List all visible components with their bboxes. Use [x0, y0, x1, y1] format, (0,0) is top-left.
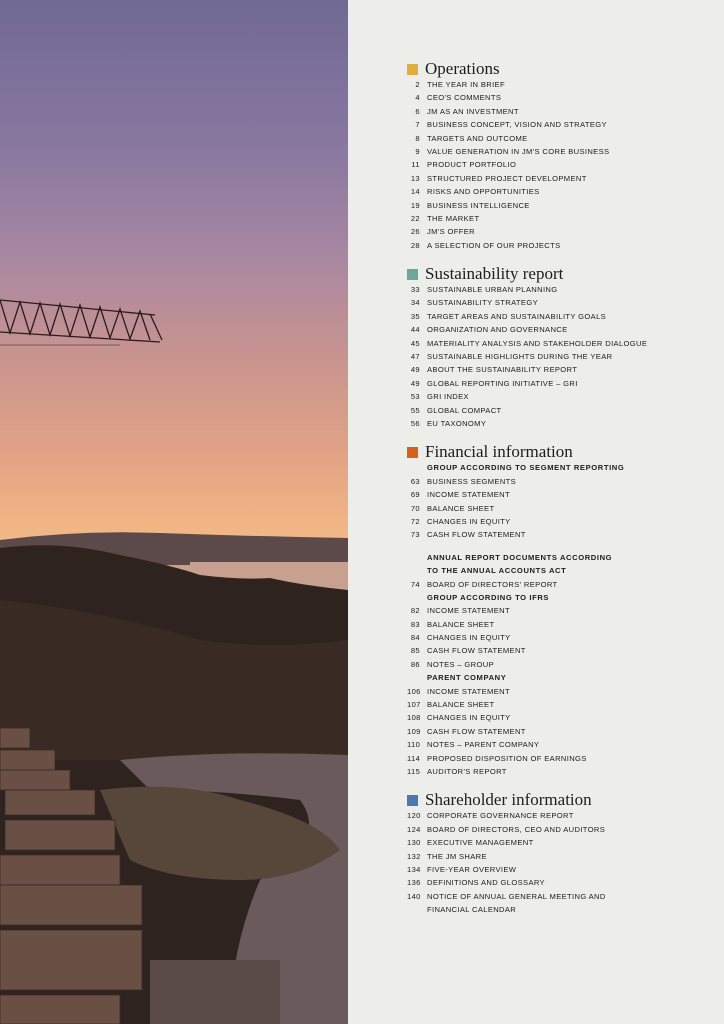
- entry-label: SUSTAINABLE URBAN PLANNING: [427, 285, 558, 295]
- toc-entry[interactable]: [407, 713, 707, 726]
- entry-label: INCOME STATEMENT: [427, 606, 510, 616]
- toc-entry[interactable]: [407, 740, 707, 753]
- page-number: 84: [410, 633, 420, 643]
- spacer: [407, 544, 707, 553]
- toc-entry[interactable]: [407, 174, 707, 187]
- toc-entry[interactable]: [407, 147, 707, 160]
- entry-label: CORPORATE GOVERNANCE REPORT: [427, 811, 574, 821]
- entry-label: INCOME STATEMENT: [427, 686, 510, 696]
- page-number: 34: [410, 298, 420, 308]
- page-number: 11: [411, 160, 420, 170]
- entry-label: ORGANIZATION AND GOVERNANCE: [427, 325, 568, 335]
- page-number: 106: [407, 686, 421, 696]
- toc-entry[interactable]: [407, 93, 707, 106]
- toc-entry[interactable]: [407, 201, 707, 214]
- subsection-label: PARENT COMPANY: [427, 673, 507, 683]
- entry-label: NOTES – GROUP: [427, 659, 494, 669]
- page-number: 72: [410, 516, 420, 526]
- entry-label: CHANGES IN EQUITY: [427, 516, 511, 526]
- subsection-heading: [407, 553, 707, 566]
- page-number: 107: [407, 700, 421, 710]
- entry-label: GLOBAL REPORTING INITIATIVE – GRI: [427, 378, 578, 388]
- page-number: 53: [410, 392, 420, 402]
- toc-entry[interactable]: [407, 517, 707, 530]
- toc-entry[interactable]: [407, 241, 707, 254]
- entry-label: PRODUCT PORTFOLIO: [427, 160, 517, 170]
- section-title: Sustainability report: [425, 264, 564, 284]
- page-number: 108: [407, 713, 421, 723]
- page-number: 124: [407, 824, 421, 834]
- entry-label: CEO'S COMMENTS: [427, 93, 502, 103]
- toc-entry[interactable]: [407, 580, 707, 593]
- toc-entry[interactable]: [407, 285, 707, 298]
- toc-entry[interactable]: [407, 905, 707, 918]
- page-number: 4: [415, 93, 420, 103]
- toc-entry[interactable]: [407, 325, 707, 338]
- toc-entry[interactable]: [407, 865, 707, 878]
- page-number: 55: [410, 405, 420, 415]
- toc-entry[interactable]: [407, 80, 707, 93]
- entry-label: GRI INDEX: [427, 392, 469, 402]
- entry-label: BOARD OF DIRECTORS, CEO AND AUDITORS: [427, 824, 606, 834]
- page-number: 134: [407, 864, 421, 874]
- toc-entry[interactable]: [407, 700, 707, 713]
- entry-label: EXECUTIVE MANAGEMENT: [427, 838, 534, 848]
- crane-icon: [0, 300, 162, 345]
- entry-label: VALUE GENERATION IN JM'S CORE BUSINESS: [427, 146, 610, 156]
- sunset-landscape-illustration: [0, 0, 348, 1024]
- entry-label: NOTICE OF ANNUAL GENERAL MEETING AND: [427, 891, 606, 901]
- toc-entry[interactable]: [407, 406, 707, 419]
- entry-label: BUSINESS SEGMENTS: [427, 476, 517, 486]
- toc-entry[interactable]: [407, 767, 707, 780]
- section-title: Financial information: [425, 442, 573, 462]
- page-number: 45: [410, 338, 420, 348]
- page-number: 2: [415, 80, 420, 89]
- page-number: 49: [410, 365, 420, 375]
- page-number: 114: [407, 753, 421, 763]
- page-number: 47: [410, 352, 420, 362]
- page-number: 14: [410, 187, 420, 197]
- toc-entry[interactable]: [407, 160, 707, 173]
- subsection-heading: [407, 566, 707, 579]
- page-number: 22: [410, 213, 420, 223]
- toc-entry[interactable]: [407, 352, 707, 365]
- entry-label: CASH FLOW STATEMENT: [427, 530, 526, 540]
- page-number: 19: [410, 200, 420, 210]
- toc-entry[interactable]: [407, 392, 707, 405]
- cover-photo: [0, 0, 348, 1024]
- entry-label: PROPOSED DISPOSITION OF EARNINGS: [427, 753, 587, 763]
- toc-entry[interactable]: [407, 490, 707, 503]
- toc-entry[interactable]: [407, 187, 707, 200]
- page-number: 7: [415, 120, 420, 130]
- entry-label: BALANCE SHEET: [427, 503, 495, 513]
- page-number: 83: [410, 619, 420, 629]
- section-title: Operations: [425, 59, 500, 78]
- entry-label: SUSTAINABILITY STRATEGY: [427, 298, 539, 308]
- toc-entry[interactable]: [407, 419, 707, 432]
- page-number: 70: [410, 503, 420, 513]
- toc-entry[interactable]: [407, 633, 707, 646]
- entry-label: STRUCTURED PROJECT DEVELOPMENT: [427, 173, 587, 183]
- toc-entry[interactable]: [407, 379, 707, 392]
- entry-label: BUSINESS CONCEPT, VISION AND STRATEGY: [427, 120, 607, 130]
- entry-label: TARGET AREAS AND SUSTAINABILITY GOALS: [427, 311, 607, 321]
- subsection-label: ANNUAL REPORT DOCUMENTS ACCORDING: [427, 552, 613, 562]
- entry-label: JM'S OFFER: [427, 227, 475, 237]
- entry-label: THE MARKET: [427, 213, 480, 223]
- page-number: 35: [410, 311, 420, 321]
- toc-entry[interactable]: [407, 727, 707, 740]
- page-number: 110: [407, 740, 421, 750]
- entry-label: SUSTAINABLE HIGHLIGHTS DURING THE YEAR: [427, 352, 613, 362]
- toc-entry[interactable]: [407, 504, 707, 517]
- entry-label: THE JM SHARE: [427, 851, 487, 861]
- section-color-square-icon: [407, 64, 418, 75]
- entry-label: BUSINESS INTELLIGENCE: [427, 200, 530, 210]
- page-number: 69: [410, 490, 420, 500]
- toc-entry[interactable]: [407, 620, 707, 633]
- toc-entry[interactable]: [407, 134, 707, 147]
- section-heading-operations: [407, 58, 707, 80]
- page-number: 6: [415, 106, 420, 116]
- subsection-heading: [407, 463, 707, 476]
- toc-entry[interactable]: [407, 606, 707, 619]
- toc-entry[interactable]: [407, 892, 707, 905]
- entry-label: NOTES – PARENT COMPANY: [427, 740, 540, 750]
- subsection-heading: [407, 593, 707, 606]
- entry-label: ABOUT THE SUSTAINABILITY REPORT: [427, 365, 578, 375]
- entry-label: FIVE-YEAR OVERVIEW: [427, 864, 517, 874]
- toc-entry[interactable]: [407, 339, 707, 352]
- page-number: 9: [415, 146, 420, 156]
- section-color-square-icon: [407, 269, 418, 280]
- toc-entry[interactable]: [407, 811, 707, 824]
- section-color-square-icon: [407, 795, 418, 806]
- page-number: 26: [410, 227, 420, 237]
- toc-entry[interactable]: [407, 825, 707, 838]
- entry-label: GLOBAL COMPACT: [427, 405, 502, 415]
- toc-entry[interactable]: [407, 530, 707, 543]
- toc-entry[interactable]: [407, 365, 707, 378]
- entry-label: INCOME STATEMENT: [427, 490, 510, 500]
- page-number: 109: [407, 726, 421, 736]
- page-number: 85: [410, 646, 420, 656]
- section-heading-sustainability-report: [407, 263, 707, 285]
- subsection-heading: [407, 673, 707, 686]
- entry-label: BALANCE SHEET: [427, 700, 495, 710]
- page-number: 82: [410, 606, 420, 616]
- toc-entry[interactable]: [407, 477, 707, 490]
- toc-entry[interactable]: [407, 754, 707, 767]
- page-number: 140: [407, 891, 421, 901]
- page-number: 13: [410, 173, 420, 183]
- page-number: 33: [410, 285, 420, 295]
- page-number: 49: [410, 378, 420, 388]
- entry-label: DEFINITIONS AND GLOSSARY: [427, 878, 545, 888]
- entry-label: MATERIALITY ANALYSIS AND STAKEHOLDER DIALOGUE: [427, 338, 648, 348]
- entry-label: CHANGES IN EQUITY: [427, 713, 511, 723]
- page-number: 74: [410, 579, 420, 589]
- entry-label: AUDITOR'S REPORT: [427, 766, 507, 776]
- section-title: Shareholder information: [425, 790, 592, 810]
- toc-entry[interactable]: [407, 312, 707, 325]
- page-number: 120: [407, 811, 421, 821]
- toc-entry[interactable]: [407, 660, 707, 673]
- entry-label: CHANGES IN EQUITY: [427, 633, 511, 643]
- page-number: 115: [407, 766, 421, 776]
- toc-entry[interactable]: [407, 838, 707, 851]
- subsection-label: TO THE ANNUAL ACCOUNTS ACT: [427, 566, 567, 576]
- toc-entry[interactable]: [407, 227, 707, 240]
- entry-label: A SELECTION OF OUR PROJECTS: [427, 240, 561, 250]
- toc-entry[interactable]: [407, 852, 707, 865]
- toc-entry[interactable]: [407, 878, 707, 891]
- page-number: 136: [407, 878, 421, 888]
- page-number: 86: [410, 659, 420, 669]
- entry-label: THE YEAR IN BRIEF: [427, 80, 505, 89]
- page-number: 44: [410, 325, 420, 335]
- section-heading-shareholder-information: [407, 789, 707, 811]
- subsection-label: GROUP ACCORDING TO IFRS: [427, 592, 550, 602]
- entry-label: JM AS AN INVESTMENT: [427, 106, 519, 116]
- page-number: 132: [407, 851, 421, 861]
- toc-entry[interactable]: [407, 120, 707, 133]
- entry-label: BOARD OF DIRECTORS' REPORT: [427, 579, 558, 589]
- entry-label: EU TAXONOMY: [427, 418, 487, 428]
- entry-label: TARGETS AND OUTCOME: [427, 133, 528, 143]
- page-number: 130: [407, 838, 421, 848]
- toc-entry[interactable]: [407, 646, 707, 659]
- table-of-contents: [407, 58, 707, 927]
- entry-label: BALANCE SHEET: [427, 619, 495, 629]
- entry-label: RISKS AND OPPORTUNITIES: [427, 187, 540, 197]
- page-number: 63: [410, 476, 420, 486]
- toc-entry[interactable]: [407, 214, 707, 227]
- section-heading-financial-information: [407, 441, 707, 463]
- page-number: 28: [410, 240, 420, 250]
- toc-entry[interactable]: [407, 687, 707, 700]
- toc-entry[interactable]: [407, 298, 707, 311]
- page-number: 73: [410, 530, 420, 540]
- entry-label: FINANCIAL CALENDAR: [427, 905, 517, 915]
- page-number: 56: [410, 418, 420, 428]
- subsection-label: GROUP ACCORDING TO SEGMENT REPORTING: [427, 463, 625, 473]
- section-color-square-icon: [407, 447, 418, 458]
- page-number: 8: [415, 133, 420, 143]
- toc-entry[interactable]: [407, 107, 707, 120]
- entry-label: CASH FLOW STATEMENT: [427, 646, 526, 656]
- entry-label: CASH FLOW STATEMENT: [427, 726, 526, 736]
